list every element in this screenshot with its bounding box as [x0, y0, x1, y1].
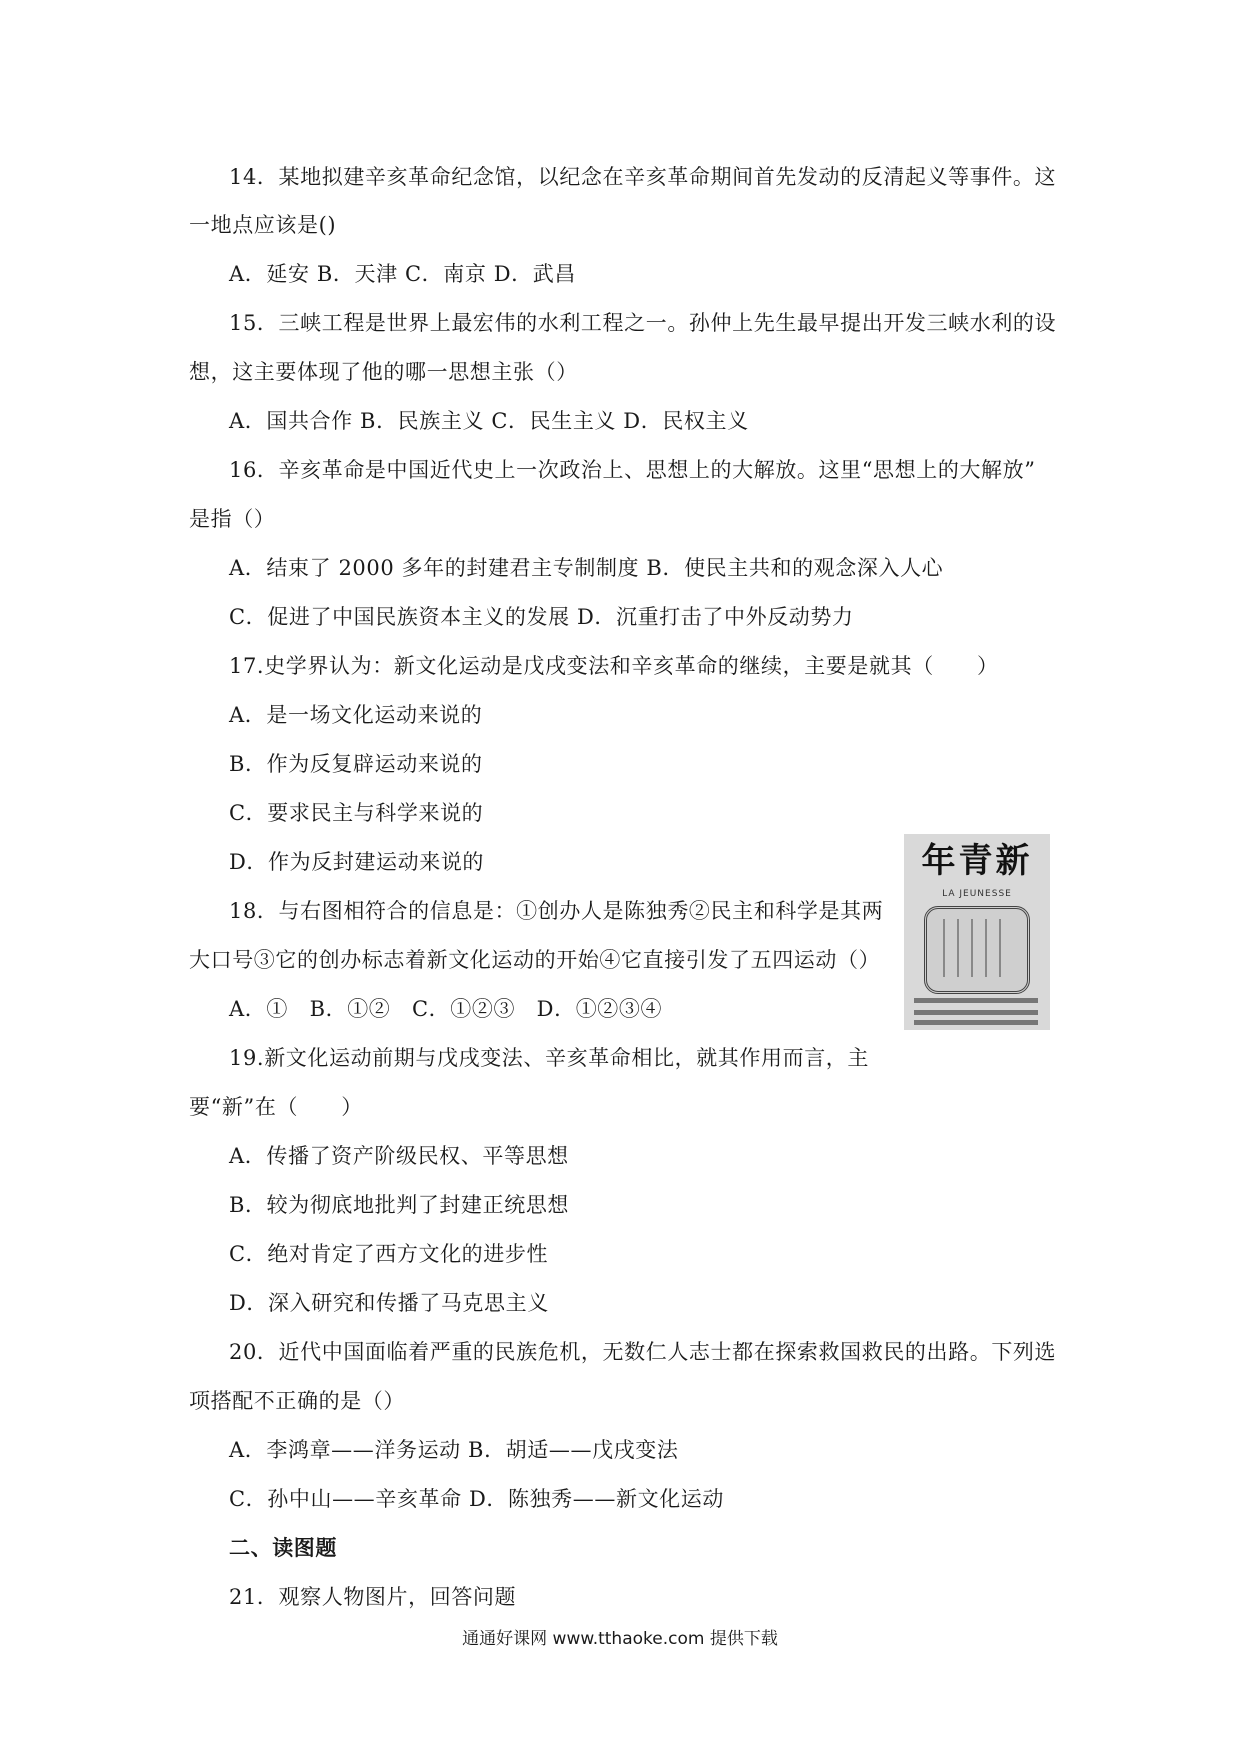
q20-options-2: C．孙中山——辛亥革命 D．陈独秀——新文化运动: [229, 1487, 724, 1511]
q15-options: A．国共合作 B．民族主义 C．民生主义 D．民权主义: [229, 409, 749, 433]
q19-option-a: A．传播了资产阶级民权、平等思想: [229, 1144, 569, 1168]
q17-option-c: C．要求民主与科学来说的: [229, 801, 484, 825]
q19-option-d: D．深入研究和传播了马克思主义: [229, 1291, 549, 1315]
q16-options-2: C．促进了中国民族资本主义的发展 D．沉重打击了中外反动势力: [229, 605, 854, 629]
new-youth-magazine-cover: [904, 834, 1050, 1030]
magazine-footer-line: [914, 1010, 1038, 1015]
magazine-subtitle: LA JEUNESSE: [942, 889, 1012, 899]
magazine-footer-line: [914, 1020, 1038, 1025]
q14-options: A．延安 B．天津 C．南京 D．武昌: [229, 262, 576, 286]
q20-options-1: A．李鸿章——洋务运动 B．胡适——戊戌变法: [229, 1438, 679, 1462]
magazine-title: 年青新: [921, 841, 1033, 881]
q18-line-1: 18．与右图相符合的信息是：①创办人是陈独秀②民主和科学是其两: [229, 899, 884, 923]
q20-line-1: 20．近代中国面临着严重的民族危机，无数仁人志士都在探索救国救民的出路。下列选: [229, 1340, 1057, 1364]
q19-line-1: 19.新文化运动前期与戊戌变法、辛亥革命相比，就其作用而言，主: [229, 1046, 869, 1070]
q16-line-1: 16．辛亥革命是中国近代史上一次政治上、思想上的大解放。这里“思想上的大解放”: [229, 458, 1036, 482]
q14-line-1: 14．某地拟建辛亥革命纪念馆，以纪念在辛亥革命期间首先发动的反清起义等事件。这: [229, 165, 1057, 189]
q17-option-b: B．作为反复辟运动来说的: [229, 752, 483, 776]
q15-line-1: 15．三峡工程是世界上最宏伟的水利工程之一。孙仲上先生最早提出开发三峡水利的设: [229, 311, 1057, 335]
q16-line-2: 是指（）: [189, 507, 276, 531]
q19-option-c: C．绝对肯定了西方文化的进步性: [229, 1242, 549, 1266]
q16-options-1: A．结束了 2000 多年的封建君主专制制度 B．使民主共和的观念深入人心: [229, 556, 944, 580]
section-heading: 二、读图题: [229, 1535, 337, 1560]
q19-option-b: B．较为彻底地批判了封建正统思想: [229, 1193, 570, 1217]
magazine-contents-frame: [924, 906, 1030, 994]
q14-line-2: 一地点应该是(): [189, 213, 337, 237]
q17-option-a: A．是一场文化运动来说的: [229, 703, 483, 727]
q15-line-2: 想，这主要体现了他的哪一思想主张（）: [189, 360, 578, 384]
magazine-footer-line: [914, 998, 1038, 1003]
q17-stem: 17.史学界认为：新文化运动是戊戌变法和辛亥革命的继续，主要是就其（ ）: [229, 654, 999, 678]
q17-option-d: D．作为反封建运动来说的: [229, 850, 485, 874]
q18-options: A．① B．①② C．①②③ D．①②③④: [229, 997, 663, 1021]
page-footer: 通通好课网 www.tthaoke.com 提供下载: [462, 1629, 778, 1649]
q18-line-2: 大口号③它的创办标志着新文化运动的开始④它直接引发了五四运动（）: [189, 948, 881, 972]
q20-line-2: 项搭配不正确的是（）: [189, 1389, 405, 1413]
q21-stem: 21．观察人物图片，回答问题: [229, 1585, 517, 1609]
q19-line-2: 要“新”在（ ）: [189, 1095, 363, 1119]
